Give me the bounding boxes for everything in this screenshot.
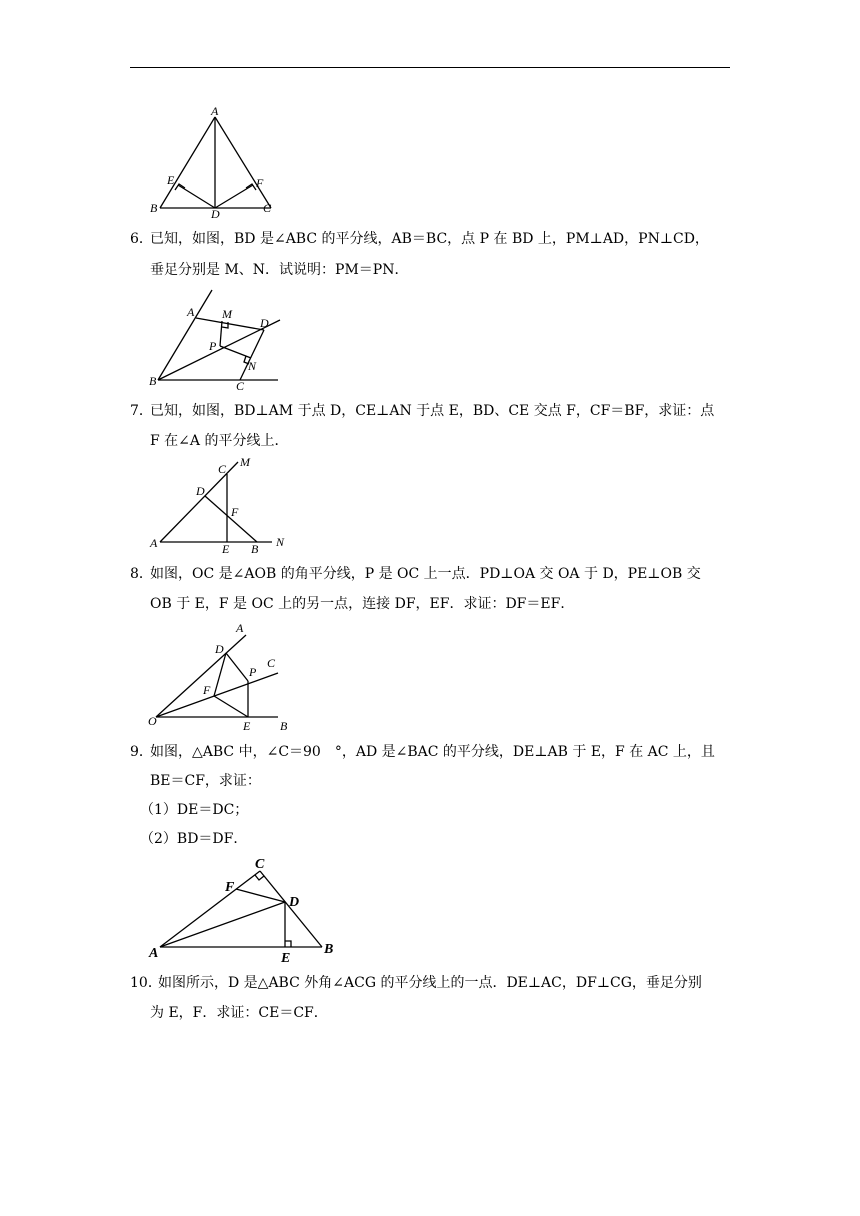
label-C: C: [263, 201, 272, 215]
figure-7: [145, 455, 295, 555]
label-M: M: [222, 307, 232, 321]
label-D: D: [289, 895, 300, 910]
label-A: A: [211, 105, 219, 118]
label-B: B: [149, 374, 157, 388]
label-C: C: [236, 379, 245, 393]
label-D: D: [211, 207, 220, 220]
figure-6: [145, 285, 290, 395]
label-B: B: [324, 942, 334, 957]
problem-6-number: 6．: [130, 231, 153, 247]
label-B: B: [251, 542, 259, 555]
problem-7-line-1: 已知，如图，BD⊥AM 于点 D，CE⊥AN 于点 E，BD、CE 交点 F，CF＝BF，求证：点: [150, 403, 715, 419]
label-B: B: [150, 201, 158, 215]
label-P: P: [209, 339, 217, 353]
figure-5: [145, 105, 285, 220]
problem-9-part-1: （1）DE＝DC；: [140, 802, 249, 818]
label-O: O: [148, 714, 157, 728]
label-C: C: [267, 656, 276, 670]
label-A: A: [187, 305, 195, 319]
problem-8-number: 8．: [130, 566, 153, 582]
problem-8-line-2: OB 于 E，F 是 OC 上的另一点，连接 DF，EF．求证：DF＝EF．: [150, 596, 575, 612]
label-E: E: [243, 719, 251, 733]
problem-10-number: 10．: [130, 975, 162, 991]
figure-8: [145, 618, 295, 733]
problem-6-line-1: 已知，如图，BD 是∠ABC 的平分线，AB＝BC，点 P 在 BD 上，PM⊥AD，PN⊥CD，: [150, 231, 709, 247]
label-C: C: [218, 462, 227, 476]
label-N: N: [248, 359, 257, 373]
label-B: B: [280, 719, 288, 733]
label-E: E: [222, 542, 230, 555]
label-A: A: [150, 536, 158, 550]
label-A: A: [149, 946, 159, 961]
problem-10-line-2: 为 E，F．求证：CE＝CF．: [150, 1005, 328, 1021]
problem-6-line-2: 垂足分别是 M、N．试说明：PM＝PN．: [150, 262, 409, 278]
header-rule: [130, 67, 730, 68]
label-N: N: [276, 535, 285, 549]
label-D: D: [260, 316, 269, 330]
label-F: F: [225, 880, 235, 895]
figure-9: [145, 852, 340, 967]
label-F: F: [256, 176, 264, 190]
label-M: M: [240, 455, 250, 469]
label-C: C: [255, 857, 265, 872]
label-F: F: [231, 505, 239, 519]
label-A: A: [236, 621, 244, 635]
problem-7-line-2: F 在∠A 的平分线上．: [150, 433, 289, 449]
problem-9-line-1: 如图，△ABC 中，∠C＝90 °，AD 是∠BAC 的平分线，DE⊥AB 于 E，F 在 AC 上，且: [150, 744, 715, 760]
problem-7-number: 7．: [130, 403, 153, 419]
label-E: E: [281, 951, 291, 966]
problem-9-line-2: BE＝CF，求证：: [150, 773, 261, 789]
label-F: F: [203, 683, 211, 697]
label-D: D: [196, 484, 205, 498]
problem-10-line-1: 如图所示，D 是△ABC 外角∠ACG 的平分线上的一点．DE⊥AC，DF⊥CG，垂足分别: [158, 975, 702, 991]
label-E: E: [167, 173, 175, 187]
label-P: P: [249, 665, 257, 679]
problem-9-part-2: （2）BD＝DF．: [140, 831, 248, 847]
problem-9-number: 9．: [130, 744, 153, 760]
problem-8-line-1: 如图，OC 是∠AOB 的角平分线，P 是 OC 上一点．PD⊥OA 交 OA 于 D，PE⊥OB 交: [150, 566, 701, 582]
label-D: D: [215, 642, 224, 656]
